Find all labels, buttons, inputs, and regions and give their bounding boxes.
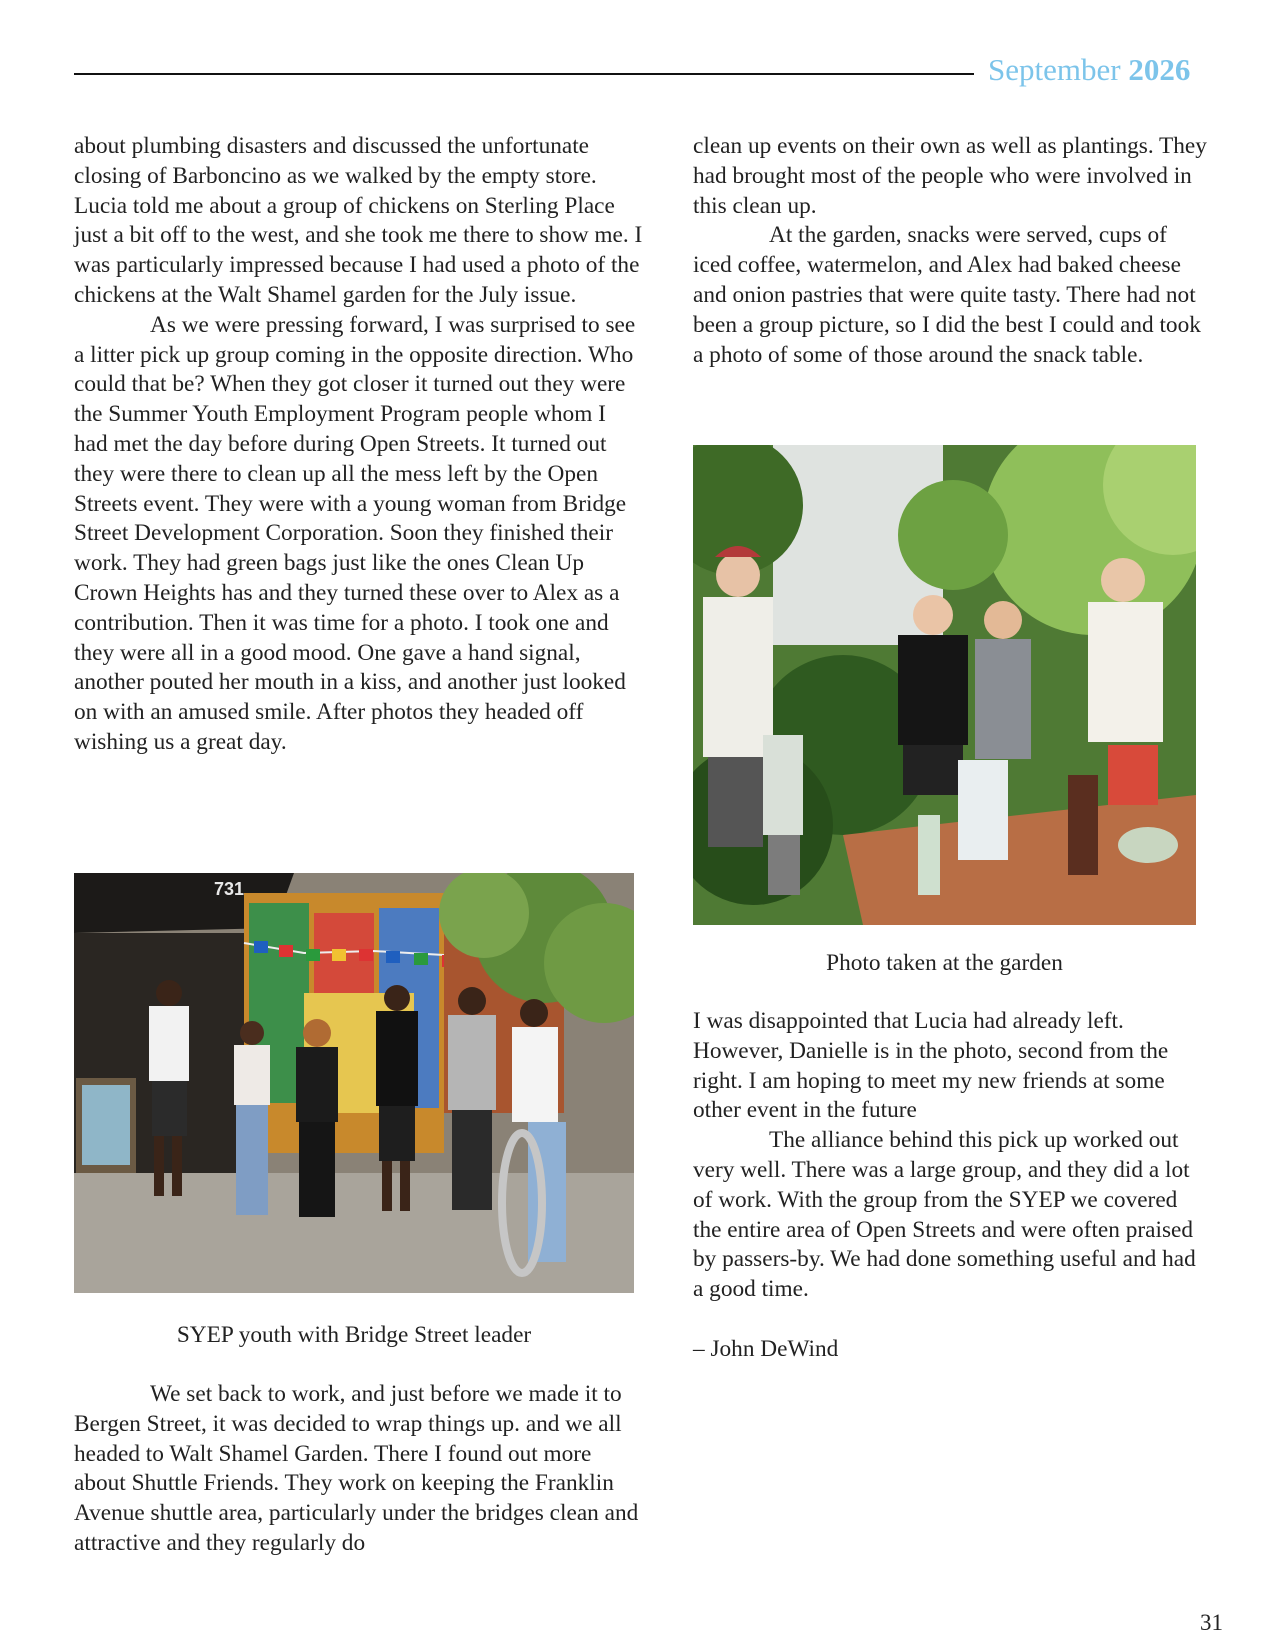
paragraph: We set back to work, and just before we made it to Bergen Street, it was decided to wrap things up. and we all headed to Walt Shamel Garden. There I found out more about Shuttle Friends. They work on keeping the Franklin Avenue shuttle area, particularly under the bridges clean and attractive and they regularly do bbox=[74, 1381, 639, 1556]
paragraph: As we were pressing forward, I was surprised to see a litter pick up group coming in the opposite direction. Who could that be? When they got closer it turned out they were the Summer Youth Employment Program people whom I had met the day before during Open Streets. It turned out they were there to clean up all the mess left by the Open Streets event. They were with a young woman from Bridge Street Development Corporation. Soon they finished their work. They had green bags just like the ones Clean Up Crown Heights has and they turned these over to Alex as a contribution. Then it was time for a photo. I took one and they were all in a good mood. One gave a hand signal, another pouted her mouth in a kiss, and another just looked on with an amused smile. After photos they headed off wishing us a great day. bbox=[74, 311, 636, 755]
photo-garden bbox=[693, 445, 1196, 925]
paragraph: I was disappointed that Lucia had already left. However, Danielle is in the photo, second from the right. I am hoping to meet my new friends at some other event in the future bbox=[693, 1008, 1169, 1124]
left-column-top bbox=[74, 132, 644, 758]
paragraph: clean up events on their own as well as plantings. They had brought most of the people who were involved in this clean up. bbox=[693, 133, 1207, 219]
header-rule bbox=[74, 73, 974, 75]
photo-syep-youth bbox=[74, 873, 634, 1293]
left-column-bottom bbox=[74, 1380, 644, 1559]
issue-month: September bbox=[988, 52, 1121, 87]
storefront-number: 731 bbox=[214, 879, 245, 899]
paragraph: about plumbing disasters and discussed the unfortunate closing of Barboncino as we walked by the empty store. Lucia told me about a group of chickens on Sterling Place just a bit off to the west, and she took me there to show me. I was particularly impressed because I had used a photo of the chickens at the Walt Shamel garden for the July issue. bbox=[74, 133, 643, 308]
paragraph: The alliance behind this pick up worked out very well. There was a large group, and they did a lot of work. With the group from the SYEP we covered the entire area of Open Streets and were often praised by passers-by. We had done something useful and had a good time. bbox=[693, 1127, 1196, 1303]
caption-garden: Photo taken at the garden bbox=[826, 950, 1063, 976]
page-number: 31 bbox=[1200, 1610, 1223, 1635]
right-column-bottom bbox=[693, 1007, 1208, 1365]
issue-date bbox=[988, 52, 1208, 88]
paragraph: At the garden, snacks were served, cups of iced coffee, watermelon, and Alex had baked cheese and onion pastries that were quite tasty. There had not been a group picture, so I did the best I could and took a photo of some of those around the snack table. bbox=[693, 222, 1201, 368]
issue-year: 2026 bbox=[1128, 52, 1191, 87]
right-column-top bbox=[693, 132, 1208, 370]
caption-syep: SYEP youth with Bridge Street leader bbox=[176, 1322, 532, 1348]
author-signature: – John DeWind bbox=[693, 1335, 839, 1362]
